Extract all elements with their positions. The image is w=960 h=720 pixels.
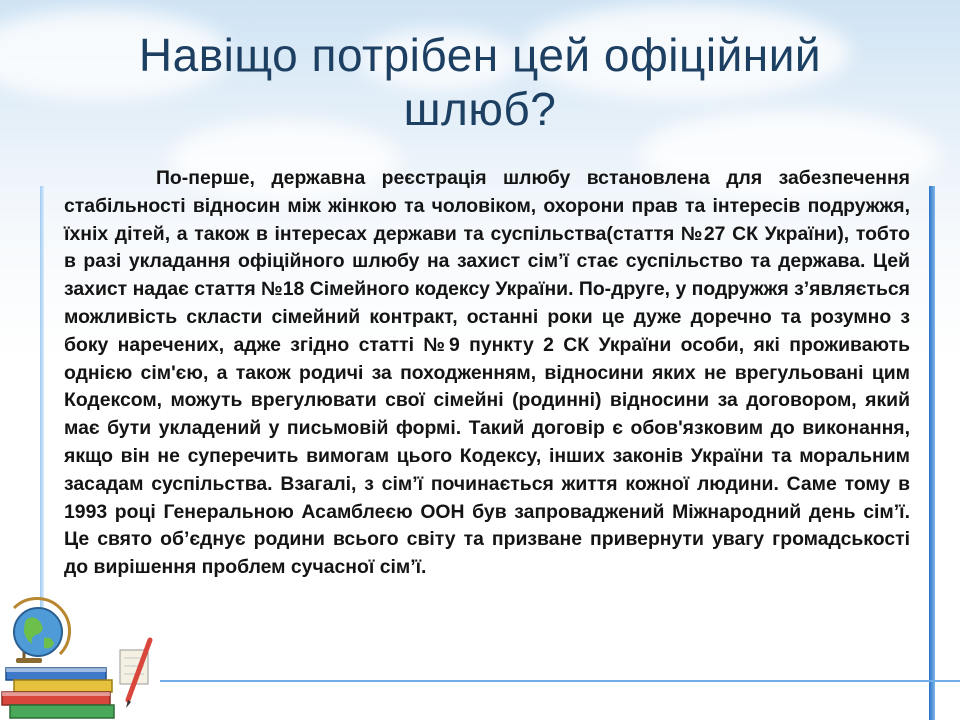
frame-bottom-line (160, 680, 960, 682)
books-icon (2, 668, 114, 718)
frame-left-line (40, 186, 44, 616)
globe-icon (14, 598, 70, 663)
school-clipart (0, 590, 165, 720)
frame-right-border (929, 186, 935, 720)
slide-title: Навіщо потрібен цей офіційний шлюб? (138, 29, 822, 135)
pencil-icon (120, 640, 150, 708)
slide-body-text: По-перше, державна реєстрація шлюбу встановлена для забезпечення стабільності відносин між жінкою та чоловіком, охорони прав та інтересів подружжя, їхніх дітей, а також в інтересах держави та суспільства(стаття №27 СК України), тобто в разі укладання офіційного шлюбу на захист сім’ї стає суспільство та держава. Цей захист надає стаття №18 Сімейного кодексу України. По-друге, у подружжя з’являється можливість скласти сімейний контракт, останні роки це дуже доречно та розумно з боку наречених, адже згідно статті №9 пункту 2 СК України особи, які проживають однією сім'єю, а також родичі за походженням, відносини яких не врегульовані цим Кодексом, можуть врегулювати свої сімейні (родинні) відносини за договором, який має бути укладений у письмовій формі. Такий договір є обов'язковим до виконання, якщо він не суперечить вимогам цього Кодексу, інших законів України та моральним засадам суспільства. Взагалі, з сім’ї починається життя кожної людини. Саме тому в 1993 році Генеральною Асамблеєю ООН був запроваджений Міжнародний день сім’ї. Це свято об’єднує родини всього світу та призване привернути увагу громадськості до вирішення проблем сучасної сім’ї. (64, 167, 910, 579)
